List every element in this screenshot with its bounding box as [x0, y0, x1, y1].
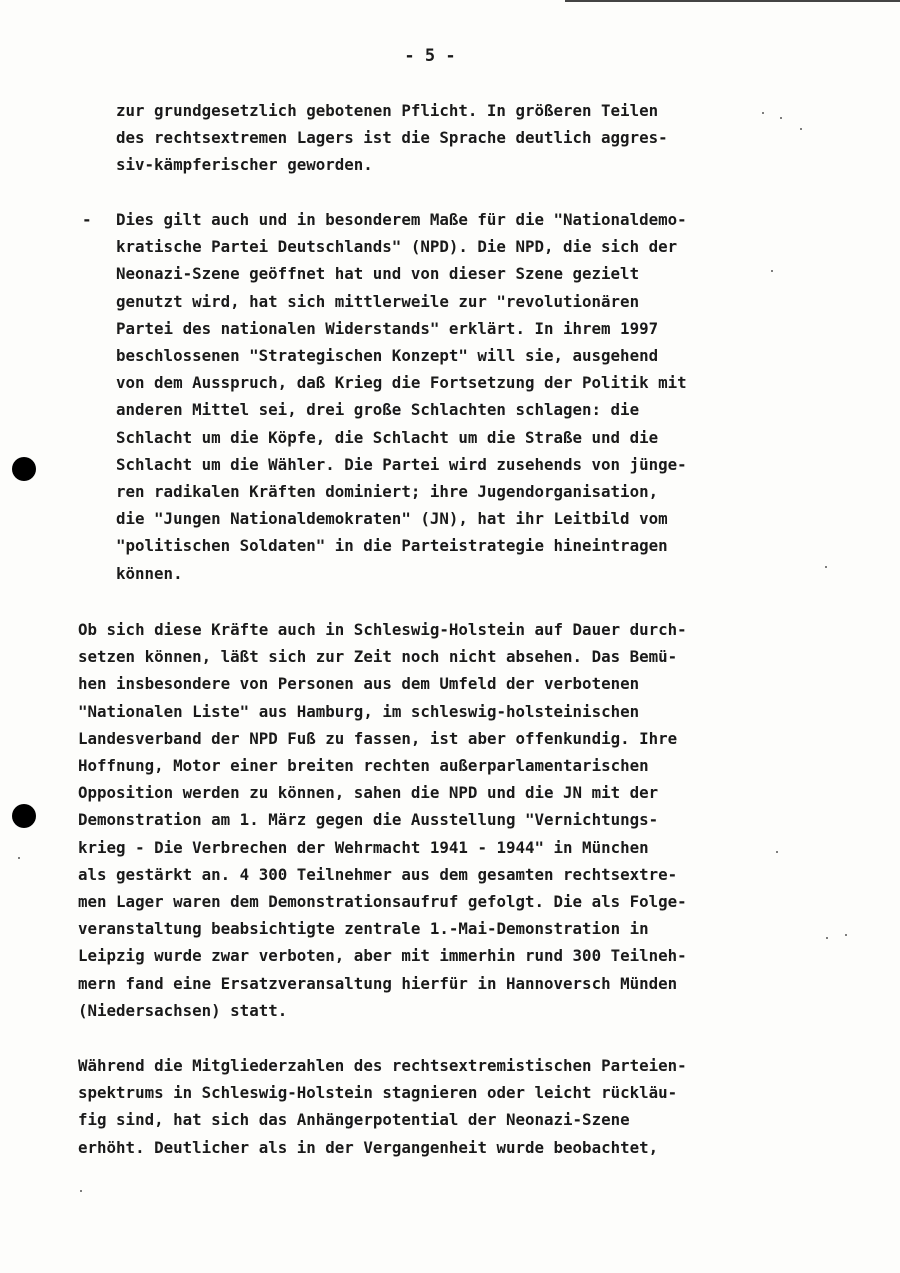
- text-line: Leipzig wurde zwar verboten, aber mit immerhin rund 300 Teilneh-: [78, 946, 687, 966]
- top-rule: [565, 0, 900, 2]
- paragraph-schleswig-holstein: [78, 616, 687, 1024]
- punch-hole-mark: [12, 804, 36, 828]
- text-line: men Lager waren dem Demonstrationsaufruf gefolgt. Die als Folge-: [78, 892, 687, 912]
- text-line: Hoffnung, Motor einer breiten rechten außerparlamentarischen: [78, 756, 649, 776]
- scan-speck: [80, 1190, 82, 1192]
- scan-speck: [771, 270, 773, 272]
- text-line: (Niedersachsen) statt.: [78, 1000, 288, 1020]
- text-line: zur grundgesetzlich gebotenen Pflicht. In größeren Teilen: [116, 101, 659, 120]
- text-line: Schlacht um die Köpfe, die Schlacht um die Straße und die: [116, 427, 659, 447]
- text-line: krieg - Die Verbrechen der Wehrmacht 1941 - 1944" in München: [78, 837, 649, 857]
- text-line: setzen können, läßt sich zur Zeit noch nicht absehen. Das Bemü-: [78, 647, 678, 667]
- text-line: Landesverband der NPD Fuß zu fassen, ist aber offenkundig. Ihre: [78, 728, 678, 748]
- text-line: kratische Partei Deutschlands" (NPD). Die NPD, die sich der: [116, 237, 678, 257]
- text-line: erhöht. Deutlicher als in der Vergangenheit wurde beobachtet,: [78, 1137, 659, 1157]
- text-line: spektrums in Schleswig-Holstein stagnieren oder leicht rückläu-: [78, 1083, 678, 1103]
- text-line: Schlacht um die Wähler. Die Partei wird zusehends von jünge-: [116, 454, 687, 474]
- scan-speck: [800, 128, 802, 130]
- scan-speck: [18, 857, 20, 859]
- scan-speck: [825, 566, 827, 568]
- text-line: genutzt wird, hat sich mittlerweile zur "revolutionären: [116, 291, 640, 311]
- text-line: Partei des nationalen Widerstands" erklärt. In ihrem 1997: [116, 318, 659, 338]
- text-line: können.: [116, 563, 183, 583]
- scan-speck: [826, 937, 828, 939]
- page-number: - 5 -: [404, 46, 456, 66]
- scan-speck: [776, 851, 778, 853]
- text-line: des rechtsextremen Lagers ist die Sprache deutlich aggres-: [116, 128, 668, 148]
- text-line: fig sind, hat sich das Anhängerpotential der Neonazi-Szene: [78, 1110, 630, 1130]
- text-line: anderen Mittel sei, drei große Schlachten schlagen: die: [116, 400, 640, 420]
- text-line: von dem Ausspruch, daß Krieg die Fortsetzung der Politik mit: [116, 373, 687, 393]
- text-line: siv-kämpferischer geworden.: [116, 155, 373, 175]
- text-line: als gestärkt an. 4 300 Teilnehmer aus dem gesamten rechtsextre-: [78, 864, 678, 884]
- scan-speck: [762, 112, 764, 114]
- text-line: Während die Mitgliederzahlen des rechtsextremistischen Parteien-: [78, 1056, 687, 1075]
- scan-speck: [845, 934, 847, 936]
- scan-speck: [780, 117, 782, 119]
- bullet-dash: -: [82, 210, 92, 229]
- text-line: Dies gilt auch und in besonderem Maße für die "Nationaldemo-: [116, 210, 687, 229]
- text-line: "Nationalen Liste" aus Hamburg, im schleswig-holsteinischen: [78, 701, 640, 721]
- paragraph-membership: [78, 1052, 687, 1161]
- paragraph-continuation: [116, 97, 668, 179]
- text-line: mern fand eine Ersatzveransaltung hierfür in Hannoversch Münden: [78, 973, 678, 993]
- text-line: Opposition werden zu können, sahen die NPD und die JN mit der: [78, 783, 659, 803]
- text-line: veranstaltung beabsichtigte zentrale 1.-Mai-Demonstration in: [78, 919, 649, 939]
- text-line: die "Jungen Nationaldemokraten" (JN), hat ihr Leitbild vom: [116, 509, 668, 529]
- text-line: Ob sich diese Kräfte auch in Schleswig-Holstein auf Dauer durch-: [78, 620, 687, 639]
- text-line: Demonstration am 1. März gegen die Ausstellung "Vernichtungs-: [78, 810, 659, 830]
- text-line: Neonazi-Szene geöffnet hat und von dieser Szene gezielt: [116, 264, 640, 284]
- text-line: hen insbesondere von Personen aus dem Umfeld der verbotenen: [78, 674, 640, 694]
- bullet-paragraph-npd: [116, 206, 687, 587]
- text-line: ren radikalen Kräften dominiert; ihre Jugendorganisation,: [116, 482, 659, 502]
- text-line: "politischen Soldaten" in die Parteistrategie hineintragen: [116, 536, 668, 556]
- punch-hole-mark: [12, 457, 36, 481]
- text-line: beschlossenen "Strategischen Konzept" will sie, ausgehend: [116, 346, 659, 366]
